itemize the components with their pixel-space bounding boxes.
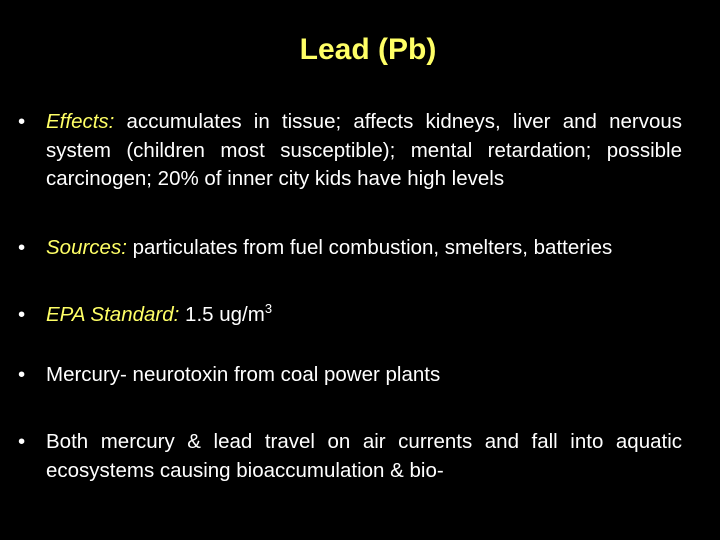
bullet-dot: • [18, 235, 26, 259]
bullet-label: EPA Standard [46, 303, 174, 326]
superscript: 3 [264, 301, 273, 317]
bullet-text: Mercury- neurotoxin from coal power plants [46, 362, 441, 386]
bullet-both [18, 428, 682, 485]
bullet-list [18, 108, 682, 485]
bullet-label: Effects [46, 110, 109, 133]
slide-title: Lead (Pb) [299, 33, 437, 66]
label-colon: : [173, 303, 180, 326]
bullet-text: particulates from fuel combustion, smelters, batteries [126, 235, 613, 259]
bullet-effects [18, 108, 682, 194]
bullet-text: Both mercury & lead travel on air currents and fall into aquatic ecosystems causing bioaccumulation & bio- [46, 430, 682, 482]
bullet-dot: • [18, 303, 26, 326]
label-colon: : [108, 110, 115, 133]
bullet-text: accumulates in tissue; affects kidneys, liver and nervous system (children most susceptible); mental retardation; possible carcinogen; 20% of inner city kids have high levels [46, 110, 682, 190]
bullet-epa-standard [18, 301, 682, 330]
bullet-text: 1.5 ug/m [179, 303, 265, 326]
bullet-mercury [18, 361, 682, 390]
bullet-sources [18, 234, 682, 263]
bullet-dot: • [18, 430, 26, 453]
label-colon: : [121, 235, 127, 259]
bullet-dot: • [18, 362, 26, 386]
bullet-dot: • [18, 110, 26, 133]
bullet-label: Sources [46, 235, 122, 259]
